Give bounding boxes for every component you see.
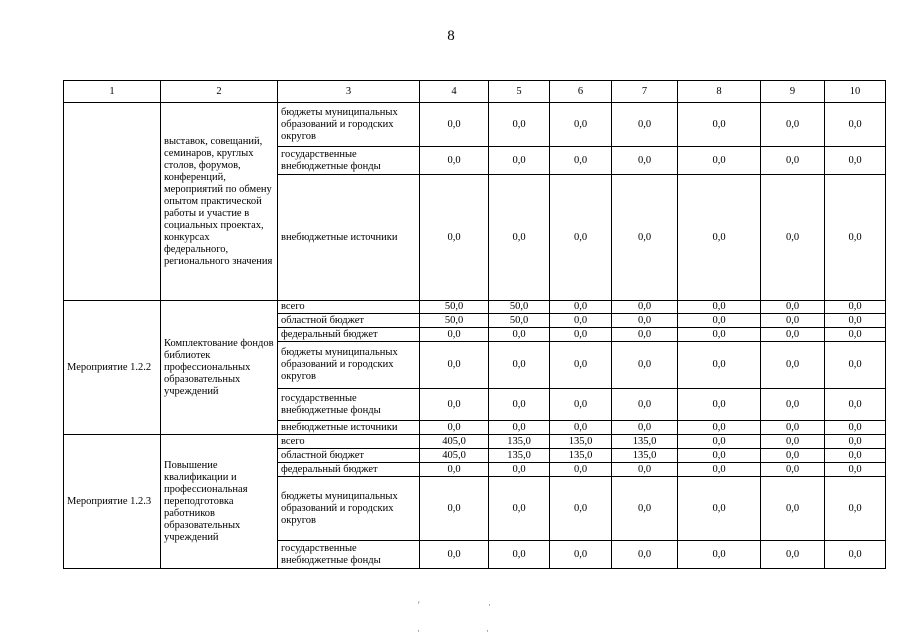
value-cell: 135,0 bbox=[550, 449, 612, 463]
value-cell: 50,0 bbox=[489, 314, 550, 328]
funding-source-cell: областной бюджет bbox=[278, 314, 420, 328]
value-cell: 0,0 bbox=[420, 477, 489, 541]
funding-source-cell: федеральный бюджет bbox=[278, 463, 420, 477]
value-cell: 0,0 bbox=[825, 147, 886, 175]
value-cell: 0,0 bbox=[678, 449, 761, 463]
value-cell: 0,0 bbox=[761, 389, 825, 421]
value-cell: 0,0 bbox=[678, 463, 761, 477]
value-cell: 0,0 bbox=[825, 421, 886, 435]
value-cell: 0,0 bbox=[761, 435, 825, 449]
value-cell: 50,0 bbox=[420, 314, 489, 328]
header-cell: 6 bbox=[550, 81, 612, 103]
value-cell: 0,0 bbox=[612, 421, 678, 435]
funding-source-cell: внебюджетные источники bbox=[278, 175, 420, 301]
value-cell: 0,0 bbox=[678, 103, 761, 147]
value-cell: 0,0 bbox=[612, 477, 678, 541]
value-cell: 0,0 bbox=[489, 175, 550, 301]
value-cell: 0,0 bbox=[825, 103, 886, 147]
value-cell: 0,0 bbox=[550, 175, 612, 301]
value-cell: 0,0 bbox=[612, 147, 678, 175]
value-cell: 0,0 bbox=[761, 342, 825, 389]
value-cell: 0,0 bbox=[612, 314, 678, 328]
value-cell: 0,0 bbox=[761, 314, 825, 328]
funding-source-cell: бюджеты муниципальных образований и городских округов bbox=[278, 477, 420, 541]
value-cell: 0,0 bbox=[612, 541, 678, 569]
value-cell: 0,0 bbox=[678, 328, 761, 342]
value-cell: 0,0 bbox=[678, 147, 761, 175]
value-cell: 135,0 bbox=[612, 435, 678, 449]
value-cell: 0,0 bbox=[612, 301, 678, 314]
value-cell: 0,0 bbox=[420, 328, 489, 342]
value-cell: 0,0 bbox=[678, 389, 761, 421]
header-row bbox=[64, 81, 886, 103]
value-cell: 0,0 bbox=[825, 175, 886, 301]
value-cell: 0,0 bbox=[825, 541, 886, 569]
value-cell: 0,0 bbox=[761, 449, 825, 463]
funding-source-cell: внебюджетные источники bbox=[278, 421, 420, 435]
value-cell: 0,0 bbox=[489, 477, 550, 541]
value-cell: 0,0 bbox=[825, 449, 886, 463]
value-cell: 135,0 bbox=[489, 449, 550, 463]
value-cell: 0,0 bbox=[761, 541, 825, 569]
table-row bbox=[64, 435, 886, 449]
header-cell: 3 bbox=[278, 81, 420, 103]
value-cell: 0,0 bbox=[825, 463, 886, 477]
value-cell: 0,0 bbox=[678, 301, 761, 314]
value-cell: 0,0 bbox=[612, 463, 678, 477]
value-cell: 0,0 bbox=[612, 175, 678, 301]
value-cell: 0,0 bbox=[420, 421, 489, 435]
value-cell: 0,0 bbox=[761, 301, 825, 314]
header-cell: 8 bbox=[678, 81, 761, 103]
header-cell: 1 bbox=[64, 81, 161, 103]
value-cell: 0,0 bbox=[825, 389, 886, 421]
funding-source-cell: бюджеты муниципальных образований и городских округов bbox=[278, 342, 420, 389]
value-cell: 0,0 bbox=[420, 463, 489, 477]
value-cell: 0,0 bbox=[550, 389, 612, 421]
value-cell: 0,0 bbox=[678, 435, 761, 449]
value-cell: 0,0 bbox=[678, 477, 761, 541]
value-cell: 0,0 bbox=[825, 328, 886, 342]
value-cell: 0,0 bbox=[420, 103, 489, 147]
header-cell: 5 bbox=[489, 81, 550, 103]
value-cell: 0,0 bbox=[678, 175, 761, 301]
measure-cell bbox=[64, 103, 161, 301]
funding-source-cell: государственные внебюджетные фонды bbox=[278, 147, 420, 175]
value-cell: 0,0 bbox=[550, 147, 612, 175]
value-cell: 0,0 bbox=[678, 314, 761, 328]
funding-source-cell: государственные внебюджетные фонды bbox=[278, 389, 420, 421]
funding-source-cell: бюджеты муниципальных образований и городских округов bbox=[278, 103, 420, 147]
value-cell: 0,0 bbox=[761, 328, 825, 342]
value-cell: 0,0 bbox=[678, 421, 761, 435]
value-cell: 0,0 bbox=[825, 301, 886, 314]
measure-id-cell: Мероприятие 1.2.2 bbox=[64, 301, 161, 435]
value-cell: 0,0 bbox=[678, 541, 761, 569]
budget-table bbox=[63, 80, 886, 569]
value-cell: 0,0 bbox=[489, 147, 550, 175]
measure-description-cell: Повышение квалификации и профессиональная переподготовка работников образовательных учреждений bbox=[161, 435, 278, 569]
value-cell: 0,0 bbox=[420, 389, 489, 421]
value-cell: 0,0 bbox=[825, 314, 886, 328]
value-cell: 0,0 bbox=[420, 342, 489, 389]
value-cell: 0,0 bbox=[761, 421, 825, 435]
funding-source-cell: федеральный бюджет bbox=[278, 328, 420, 342]
funding-source-cell: областной бюджет bbox=[278, 449, 420, 463]
value-cell: 50,0 bbox=[489, 301, 550, 314]
value-cell: 0,0 bbox=[489, 342, 550, 389]
value-cell: 0,0 bbox=[550, 314, 612, 328]
value-cell: 0,0 bbox=[420, 541, 489, 569]
value-cell: 135,0 bbox=[612, 449, 678, 463]
measure-description-cell: выставок, совещаний, семинаров, круглых столов, форумов, конференций, мероприятий по обмену опытом практической работы и участие в социальных проектах, конкурсах федерального, регионального значения bbox=[161, 103, 278, 301]
value-cell: 0,0 bbox=[678, 342, 761, 389]
value-cell: 0,0 bbox=[489, 421, 550, 435]
value-cell: 0,0 bbox=[612, 103, 678, 147]
value-cell: 0,0 bbox=[420, 147, 489, 175]
value-cell: 0,0 bbox=[489, 328, 550, 342]
value-cell: 405,0 bbox=[420, 449, 489, 463]
value-cell: 0,0 bbox=[761, 477, 825, 541]
value-cell: 50,0 bbox=[420, 301, 489, 314]
value-cell: 0,0 bbox=[550, 103, 612, 147]
value-cell: 0,0 bbox=[825, 435, 886, 449]
value-cell: 0,0 bbox=[612, 389, 678, 421]
value-cell: 0,0 bbox=[761, 103, 825, 147]
header-cell: 7 bbox=[612, 81, 678, 103]
value-cell: 0,0 bbox=[550, 463, 612, 477]
value-cell: 0,0 bbox=[420, 175, 489, 301]
value-cell: 0,0 bbox=[550, 541, 612, 569]
value-cell: 0,0 bbox=[825, 342, 886, 389]
value-cell: 0,0 bbox=[612, 328, 678, 342]
table-row bbox=[64, 103, 886, 147]
value-cell: 0,0 bbox=[761, 463, 825, 477]
header-cell: 2 bbox=[161, 81, 278, 103]
value-cell: 0,0 bbox=[761, 175, 825, 301]
value-cell: 0,0 bbox=[550, 342, 612, 389]
value-cell: 0,0 bbox=[550, 421, 612, 435]
header-cell: 10 bbox=[825, 81, 886, 103]
value-cell: 135,0 bbox=[489, 435, 550, 449]
value-cell: 0,0 bbox=[489, 541, 550, 569]
funding-source-cell: государственные внебюджетные фонды bbox=[278, 541, 420, 569]
value-cell: 135,0 bbox=[550, 435, 612, 449]
value-cell: 0,0 bbox=[489, 103, 550, 147]
funding-source-cell: всего bbox=[278, 435, 420, 449]
value-cell: 0,0 bbox=[489, 463, 550, 477]
header-cell: 9 bbox=[761, 81, 825, 103]
header-cell: 4 bbox=[420, 81, 489, 103]
table-row bbox=[64, 301, 886, 314]
measure-id-cell: Мероприятие 1.2.3 bbox=[64, 435, 161, 569]
value-cell: 405,0 bbox=[420, 435, 489, 449]
value-cell: 0,0 bbox=[550, 328, 612, 342]
value-cell: 0,0 bbox=[612, 342, 678, 389]
measure-description-cell: Комплектование фондов библиотек профессиональных образовательных учреждений bbox=[161, 301, 278, 435]
value-cell: 0,0 bbox=[489, 389, 550, 421]
funding-source-cell: всего bbox=[278, 301, 420, 314]
value-cell: 0,0 bbox=[825, 477, 886, 541]
page-number: 8 bbox=[447, 28, 455, 44]
value-cell: 0,0 bbox=[550, 477, 612, 541]
value-cell: 0,0 bbox=[550, 301, 612, 314]
value-cell: 0,0 bbox=[761, 147, 825, 175]
